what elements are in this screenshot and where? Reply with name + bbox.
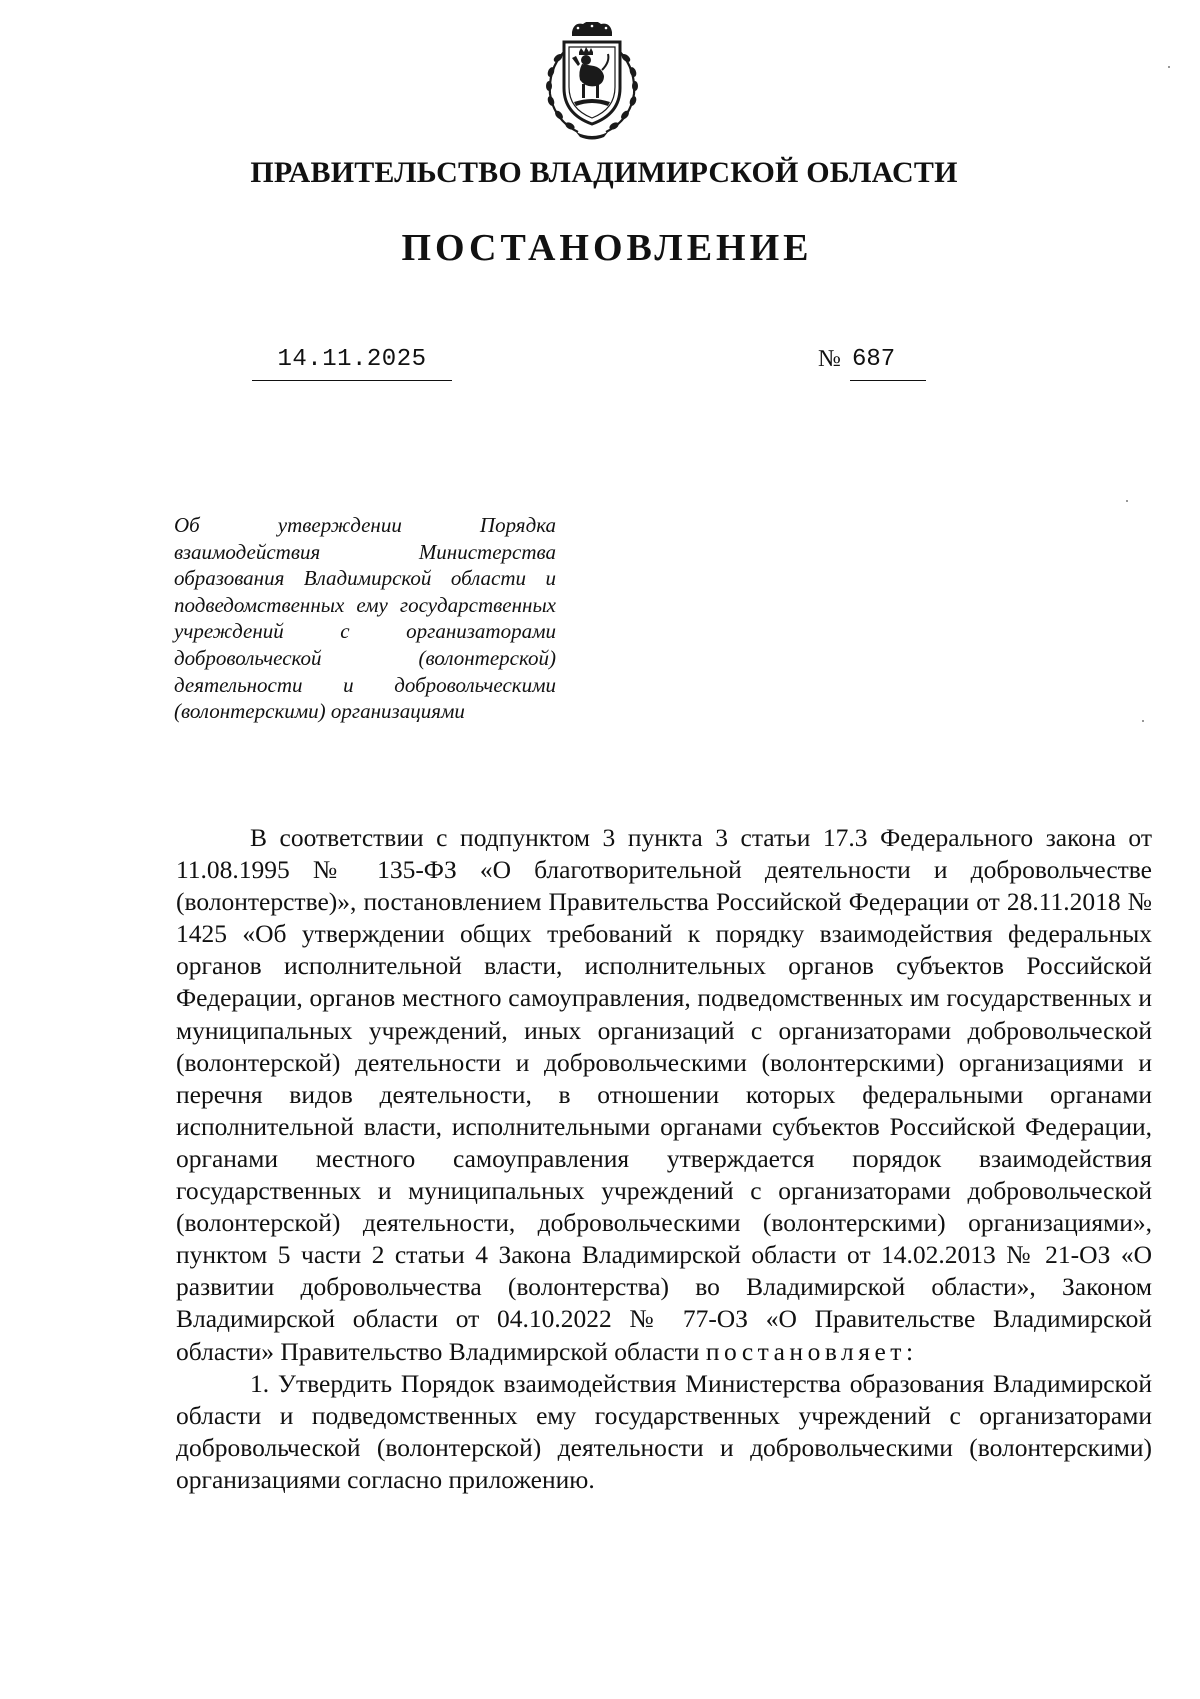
organization-title: ПРАВИТЕЛЬСТВО ВЛАДИМИРСКОЙ ОБЛАСТИ [250, 156, 958, 189]
document-type-title: ПОСТАНОВЛЕНИЕ [401, 227, 813, 269]
document-date: 14.11.2025 [277, 346, 427, 373]
preamble-paragraph [176, 822, 1152, 1368]
document-body [176, 822, 1152, 1496]
scan-speck [1126, 500, 1128, 502]
date-underline [252, 380, 452, 381]
document-number: 687 [852, 346, 896, 373]
coat-of-arms-icon [538, 22, 646, 140]
document-subject: Об утверждении Порядка взаимодействия Министерства образования Владимирской области и подведомственных ему государственных учреждений с организаторами добровольческой (волонтерской) деятельности и добровольческими (волонтерскими) организациями [174, 513, 556, 724]
number-underline [850, 380, 926, 381]
number-sign: № [818, 346, 841, 372]
scan-speck [1142, 720, 1144, 722]
preamble-text: В соответствии с подпунктом 3 пункта 3 статьи 17.3 Федерального закона от 11.08.1995 № 135-ФЗ «О благотворительной деятельности и добровольчестве (волонтерстве)», постановлением Правительства Российской Федерации от 28.11.2018 № 1425 «Об утверждении общих требований к порядку взаимодействия федеральных органов исполнительной власти, исполнительных органов субъектов Российской Федерации, органов местного самоуправления, подведомственных им государственных и муниципальных учреждений, иных организаций с организаторами добровольческой (волонтерской) деятельности и добровольческими (волонтерскими) организациями и перечня видов деятельности, в отношении которых федеральными органами исполнительной власти, исполнительными органами субъектов Российской Федерации, органами местного самоуправления утверждается порядок взаимодействия государственных и муниципальных учреждений с организаторами добровольческой (волонтерской) деятельности, добровольческими (волонтерскими) организациями», пунктом 5 части 2 статьи 4 Закона Владимирской области от 14.02.2013 № 21-ОЗ «О развитии добровольчества (волонтерства) во Владимирской области», Законом Владимирской области от 04.10.2022 № 77-ОЗ «О Правительстве Владимирской области» Правительство Владимирской области [176, 823, 1152, 1366]
decree-word: постановляет: [705, 1336, 918, 1366]
scan-speck [1168, 66, 1170, 68]
item-1-paragraph: 1. Утвердить Порядок взаимодействия Министерства образования Владимирской области и подведомственных ему государственных учреждений с организаторами добровольческой (волонтерской) деятельности и добровольческими (волонтерскими) организациями согласно приложению. [176, 1368, 1152, 1494]
